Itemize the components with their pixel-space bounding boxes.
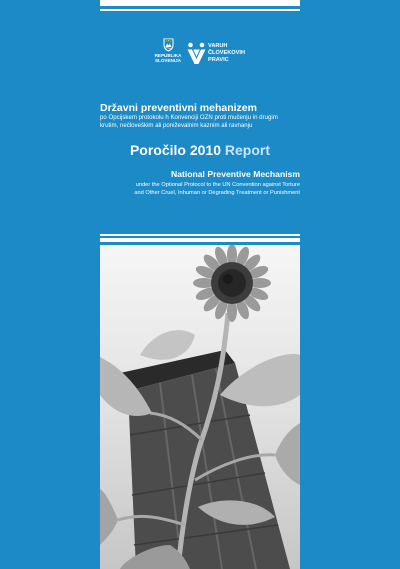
coat-of-arms-icon — [163, 38, 174, 52]
slovene-subtitle-line2: krutim, nečloveškim ali poniževalnim kaznim ali ravnanju — [100, 122, 253, 129]
report-year: 2010 — [189, 142, 222, 158]
middle-stripe-thick — [100, 238, 300, 242]
ombudsman-mark-icon — [187, 41, 206, 65]
logo-row — [0, 38, 400, 68]
ombudsman-logo-line3: PRAVIC — [208, 57, 229, 63]
republic-logo — [150, 38, 186, 63]
slovene-subtitle-line1: po Opcijskem protokolu h Konvenciji OZN proti mučenju in drugim — [100, 114, 278, 121]
slovene-title: Državni preventivni mehanizem — [100, 102, 257, 114]
report-word-en: Report — [224, 142, 271, 158]
republic-logo-line2: SLOVENIJA — [154, 58, 182, 63]
republic-logo-line1: REPUBLIKA — [154, 53, 182, 58]
sunflower-photo — [100, 245, 300, 569]
report-word-sl: Poročilo — [129, 142, 186, 158]
ombudsman-logo-line1: VARUH — [208, 43, 228, 49]
top-stripe-thin — [100, 9, 300, 11]
english-subtitle-line2: and Other Cruel, Inhuman or Degrading Treatment or Punishment — [134, 190, 300, 196]
english-subtitle — [80, 181, 300, 197]
ombudsman-logo — [187, 41, 257, 67]
ombudsman-logo-line2: ČLOVEKOVIH — [208, 50, 245, 56]
middle-stripe-thin — [100, 234, 300, 236]
english-subtitle-line1: under the Optional Protocol to the UN Convention against Torture — [135, 182, 300, 188]
english-title: National Preventive Mechanism — [171, 169, 300, 179]
slovene-subtitle — [100, 114, 330, 130]
top-stripe-thick — [100, 0, 300, 6]
report-title — [100, 142, 300, 158]
